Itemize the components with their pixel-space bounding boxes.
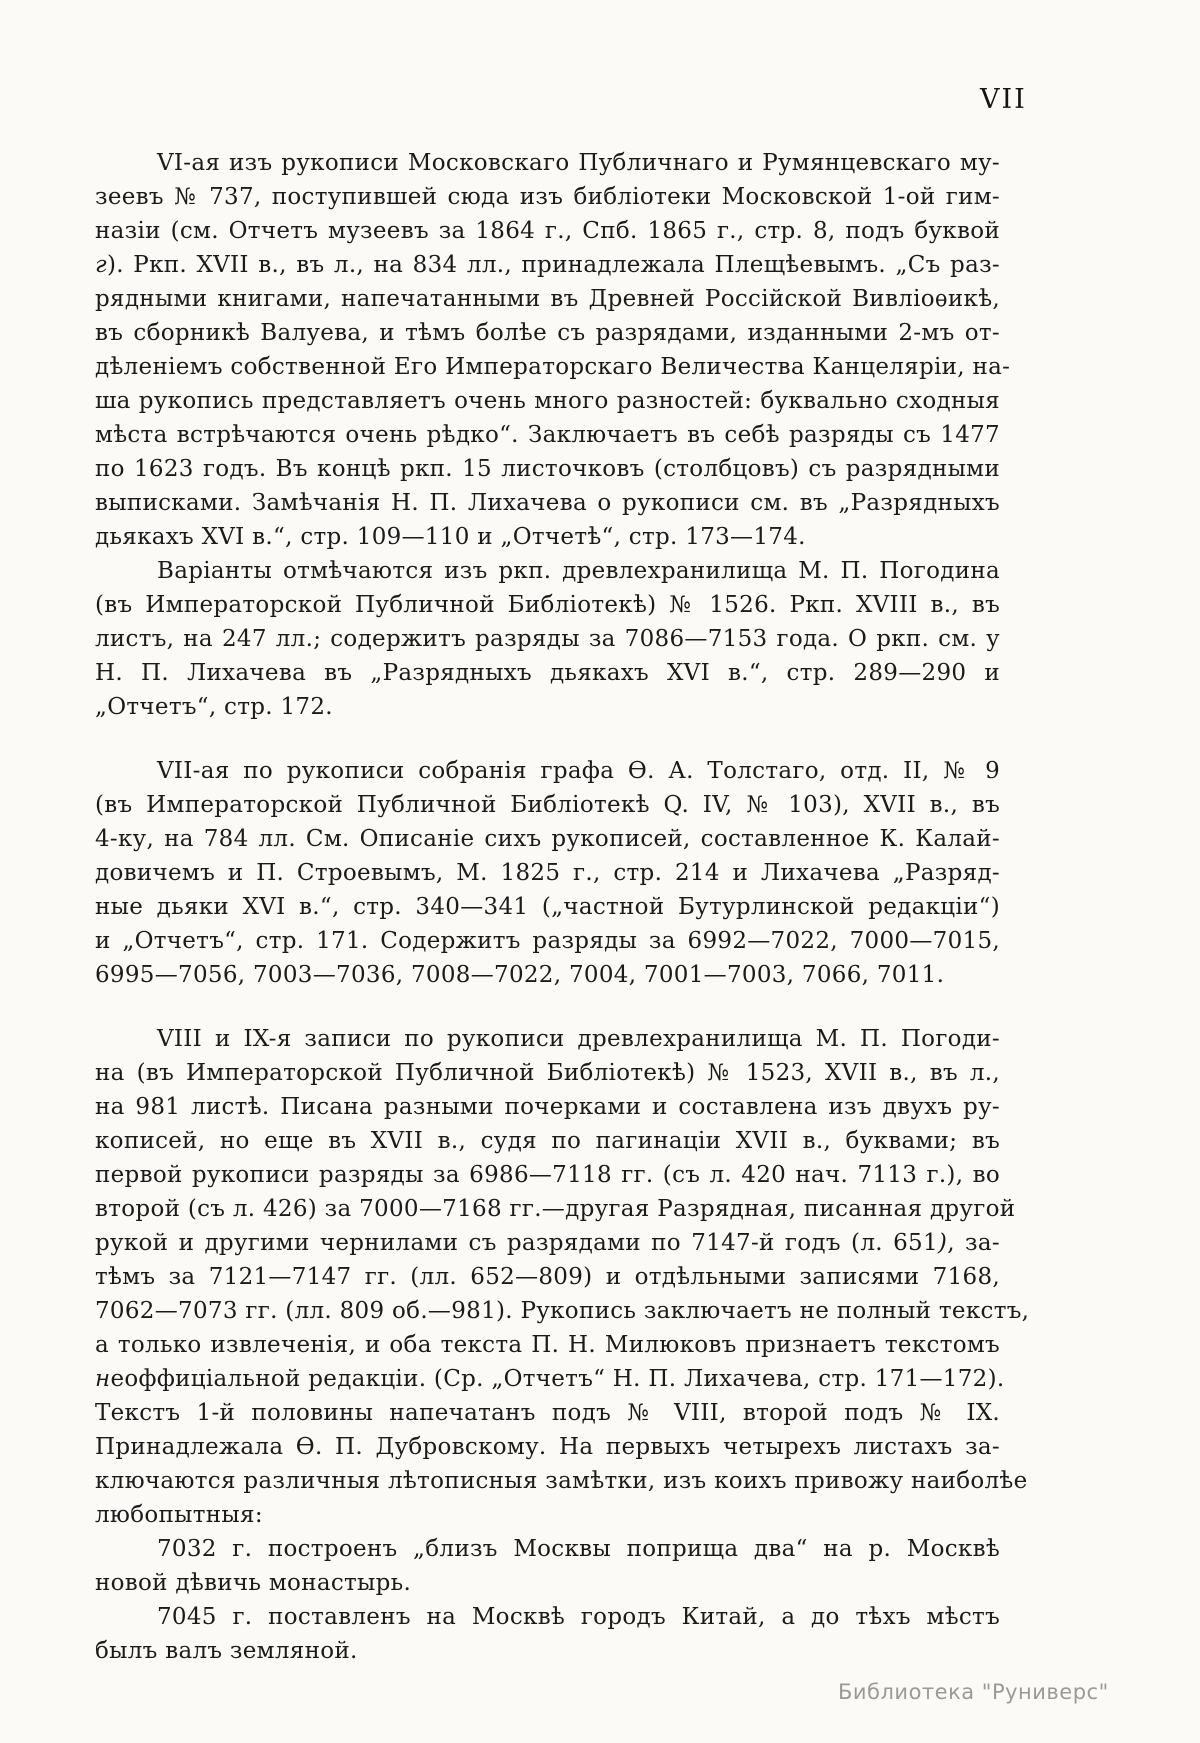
text-line: г). Ркп. XVII в., въ л., на 834 лл., принадлежала Плещѣевымъ. „Съ раз- xyxy=(95,252,1000,278)
paragraph xyxy=(95,1600,1000,1668)
paragraph xyxy=(95,146,1011,554)
text-line: дьякахъ XVI в.“, стр. 109—110 и „Отчетѣ“, стр. 173—174. xyxy=(95,524,806,550)
text-line: VIII и IX-я записи по рукописи древлехранилища М. П. Погоди- xyxy=(157,1026,1000,1052)
text-line: Варіанты отмѣчаются изъ ркп. древлехранилища М. П. Погодина xyxy=(157,558,1000,584)
text-line: дѣленіемъ собственной Его Императорскаго Величества Канцеляріи, на- xyxy=(95,354,1011,380)
text-line: VI-ая изъ рукописи Московскаго Публичнаго и Румянцевскаго му- xyxy=(157,150,1000,176)
text-line: 6995—7056, 7003—7036, 7008—7022, 7004, 7001—7003, 7066, 7011. xyxy=(95,962,945,988)
text-line: первой рукописи разряды за 6986—7118 гг. (съ л. 420 нач. 7113 г.), во xyxy=(95,1162,1000,1188)
text-line: по 1623 годъ. Въ концѣ ркп. 15 листочковъ (столбцовъ) съ разрядными xyxy=(95,456,1000,482)
text-line: ша рукопись представляетъ очень много разностей: буквально сходныя xyxy=(95,388,1000,414)
text-line: VII-ая по рукописи собранія графа Ѳ. А. Толстаго, отд. II, № 9 xyxy=(157,758,1000,784)
text-line: выписками. Замѣчанія Н. П. Лихачева о рукописи см. въ „Разрядныхъ xyxy=(95,490,1000,516)
paragraph xyxy=(95,754,1000,992)
text-line: любопытныя: xyxy=(95,1502,263,1528)
text-line: Н. П. Лихачева въ „Разрядныхъ дьякахъ XVI в.“, стр. 289—290 и xyxy=(95,660,1000,686)
text-line: 7032 г. построенъ „близъ Москвы поприща два“ на р. Москвѣ xyxy=(157,1536,1000,1562)
text-line: „Отчетъ“, стр. 172. xyxy=(95,694,333,720)
paragraph xyxy=(95,554,1000,724)
text-line: Принадлежала Ѳ. П. Дубровскому. На первыхъ четырехъ листахъ за- xyxy=(95,1434,1000,1460)
text-line: мѣста встрѣчаются очень рѣдко“. Заключаетъ въ себѣ разряды съ 1477 xyxy=(95,422,1000,448)
text-line: рукой и другими чернилами съ разрядами по 7147-й годъ (л. 651), за- xyxy=(95,1230,1000,1256)
text-line: 7045 г. поставленъ на Москвѣ городъ Китай, а до тѣхъ мѣстъ xyxy=(157,1604,1000,1630)
text-line: довичемъ и П. Строевымъ, М. 1825 г., стр. 214 и Лихачева „Разряд- xyxy=(95,860,1000,886)
watermark: Библиотека "Руниверс" xyxy=(838,1680,1109,1704)
text-line: и „Отчетъ“, стр. 171. Содержитъ разряды за 6992—7022, 7000—7015, xyxy=(95,928,1000,954)
text-line: листъ, на 247 лл.; содержитъ разряды за 7086—7153 года. О ркп. см. у xyxy=(95,626,1000,652)
paragraph xyxy=(95,1532,1000,1600)
text-block xyxy=(95,146,1030,1668)
text-line: назіи (см. Отчетъ музеевъ за 1864 г., Спб. 1865 г., стр. 8, подъ буквой xyxy=(95,218,1000,244)
text-line: тѣмъ за 7121—7147 гг. (лл. 652—809) и отдѣльными записями 7168, xyxy=(95,1264,1000,1290)
text-line: на (въ Императорской Публичной Библіотекѣ) № 1523, XVII в., въ л., xyxy=(95,1060,1000,1086)
text-line: кописей, но еще въ XVII в., судя по пагинаціи XVII в., буквами; въ xyxy=(95,1128,1000,1154)
text-line: былъ валъ земляной. xyxy=(95,1638,358,1664)
page-number: VII xyxy=(980,84,1027,115)
text-line: второй (съ л. 426) за 7000—7168 гг.—другая Разрядная, писанная другой xyxy=(95,1196,1016,1222)
text-line: неоффиціальной редакціи. (Ср. „Отчетъ“ Н. П. Лихачева, стр. 171—172). xyxy=(95,1366,1005,1392)
text-line: зеевъ № 737, поступившей сюда изъ библіотеки Московской 1-ой гим- xyxy=(95,184,1000,210)
text-line: а только извлеченія, и оба текста П. Н. Милюковъ признаетъ текстомъ xyxy=(95,1332,1000,1358)
text-line: на 981 листѣ. Писана разными почерками и составлена изъ двухъ ру- xyxy=(95,1094,1000,1120)
text-line: (въ Императорской Публичной Библіотекѣ Q. IV, № 103), XVII в., въ xyxy=(95,792,1000,818)
text-line: Текстъ 1-й половины напечатанъ подъ № VIII, второй подъ № IX. xyxy=(95,1400,1000,1426)
text-line: въ сборникѣ Валуева, и тѣмъ болѣе съ разрядами, изданными 2-мъ от- xyxy=(95,320,1000,346)
text-line: ные дьяки XVI в.“, стр. 340—341 („частной Бутурлинской редакціи“) xyxy=(95,894,1000,920)
text-line: 4-ку, на 784 лл. См. Описаніе сихъ рукописей, составленное К. Калай- xyxy=(95,826,1000,852)
text-line: рядными книгами, напечатанными въ Древней Россійской Вивліоѳикѣ, xyxy=(95,286,1000,312)
text-line: ключаются различныя лѣтописныя замѣтки, изъ коихъ привожу наиболѣе xyxy=(95,1468,1028,1494)
text-line: 7062—7073 гг. (лл. 809 об.—981). Рукопись заключаетъ не полный текстъ, xyxy=(95,1298,1030,1324)
text-line: (въ Императорской Публичной Библіотекѣ) № 1526. Ркп. XVIII в., въ xyxy=(95,592,1000,618)
paragraph xyxy=(95,1022,1030,1532)
text-line: новой дѣвичь монастырь. xyxy=(95,1570,412,1596)
